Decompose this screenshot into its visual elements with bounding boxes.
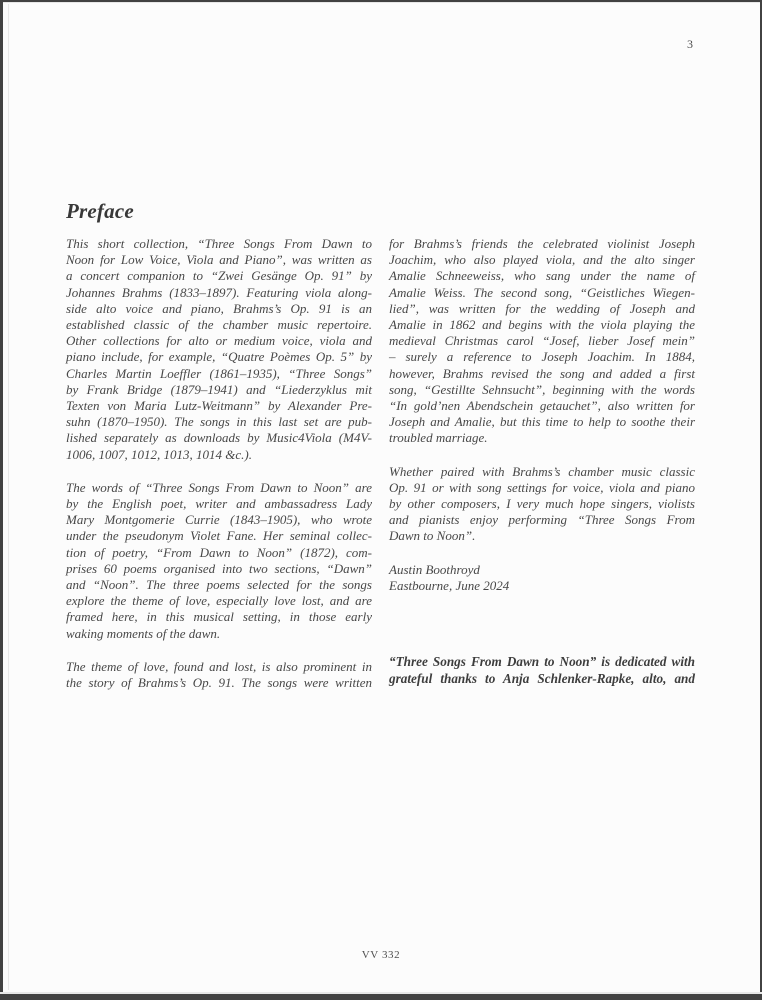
scan-border-bottom: [0, 994, 762, 1000]
signature-author: Austin Boothroyd: [389, 561, 480, 577]
paragraph-collection-overview: This short collection, “Three Songs From Dawn to Noon for Low Voice, Viola and Piano”, was written as a concert companion to “Zwei Gesänge Op. 91” by Johannes Brahms (1833–1897). Featuring viola along- side alto voice and piano, Brahms’s Op. 91 is an established classic of the chamber music repertoire. Other collections for alto or medium voice, viola and piano include, for example, “Quatre Poèmes Op. 5” by Charles Martin Loeffler (1861–1935), “Three Songs” by Frank Bridge (1879–1941) and “Liederzyklus mit Texten von Maria Lutz-Weitmann” by Alexander Pre- suhn (1870–1950). The songs in this last set are pub- lished separately as downloads by Music4Viola (M4V- 1006, 1007, 1012, 1013, 1014 &c.).: [66, 236, 372, 462]
page-title: Preface: [66, 199, 134, 223]
right-column: [389, 236, 695, 708]
dedication-text: “Three Songs From Dawn to Noon” is dedicated with grateful thanks to Anja Schlenker-Rapke, alto, and: [389, 654, 695, 687]
signature-block: [389, 562, 695, 594]
two-column-text-block: [66, 236, 695, 708]
paragraph-brahms-friends: for Brahms’s friends the celebrated violinist Joseph Joachim, who also played viola, and the alto singer Amalie Schneeweiss, who sang under the name of Amalie Weiss. The second song, “Geistliches Wiegen- lied”, was written for the wedding of Joseph and Amalie in 1862 and begins with the viola playing the medieval Christmas carol “Josef, lieber Josef mein” – surely a reference to Joseph Joachim. In 1884, however, Brahms revised the song and added a first song, “Gestillte Sehnsucht”, beginning with the words “In gold’nen Abendschein getauchet”, also written for Joseph and Amalie, but this time to help to soothe their troubled marriage.: [389, 236, 695, 446]
signature-place-date: Eastbourne, June 2024: [389, 577, 510, 593]
left-column: [66, 236, 372, 708]
scan-border-left-shadow: [8, 4, 9, 990]
page-number: 3: [687, 37, 693, 51]
paragraph-poet-background: The words of “Three Songs From Dawn to Noon” are by the English poet, writer and ambassadress Lady Mary Montgomerie Currie (1843–1905), who wrote under the pseudonym Violet Fane. Her seminal collec- tion of poetry, “From Dawn to Noon” (1872), com- prises 60 poems organised into two sections, “Dawn” and “Noon”. The three poems selected for the songs explore the theme of love, especially love lost, and are framed here, in this musical setting, in those early waking moments of the dawn.: [66, 479, 372, 641]
scan-border-left: [0, 0, 3, 1000]
scan-border-top-shadow: [0, 2, 762, 3]
paragraph-closing-hope: Whether paired with Brahms’s chamber music classic Op. 91 or with song settings for voice, viola and piano by other composers, I very much hope singers, violists and pianists enjoy performing “Three Songs From Dawn to Noon”.: [389, 463, 695, 544]
plate-number: VV 332: [361, 949, 401, 961]
paragraph-theme-of-love: The theme of love, found and lost, is also prominent in the story of Brahms’s Op. 91. The songs were written: [66, 658, 372, 691]
